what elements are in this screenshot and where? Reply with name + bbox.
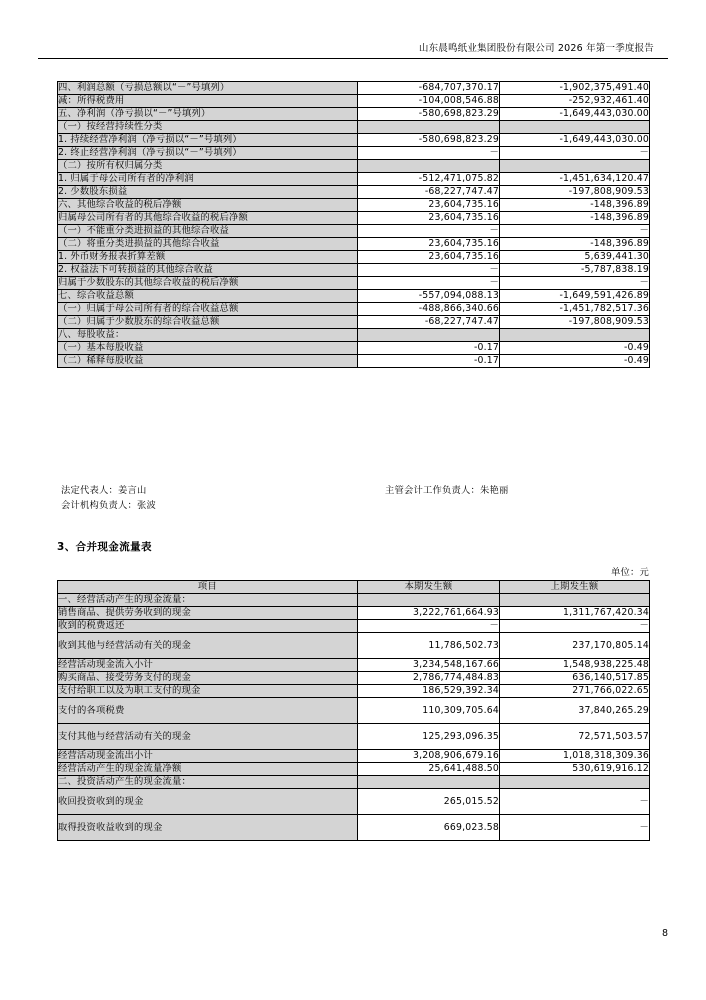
row-previous-period-value: -5,787,838.19 bbox=[500, 264, 650, 277]
row-label: （一）不能重分类进损益的其他综合收益 bbox=[58, 225, 358, 238]
row-current-period-value: 23,604,735.16 bbox=[358, 238, 500, 251]
row-label: 取得投资收益收到的现金 bbox=[58, 815, 358, 841]
signature-row-second bbox=[57, 498, 649, 513]
row-current-period-value bbox=[358, 776, 500, 789]
row-previous-period-value: -1,451,782,517.36 bbox=[500, 303, 650, 316]
signature-row-first bbox=[57, 483, 649, 498]
table-row bbox=[58, 329, 650, 342]
legal-representative-label: 法定代表人：姜言山 bbox=[61, 485, 147, 496]
row-current-period-value: － bbox=[358, 147, 500, 160]
row-previous-period-value: 1,548,938,225.48 bbox=[500, 659, 650, 672]
row-previous-period-value: -0.49 bbox=[500, 342, 650, 355]
header-title: 山东晨鸣纸业集团股份有限公司 2026 年第一季度报告 bbox=[418, 43, 654, 54]
row-label: 收回投资收到的现金 bbox=[58, 789, 358, 815]
table-row bbox=[58, 607, 650, 620]
table-row bbox=[58, 776, 650, 789]
table-row bbox=[58, 121, 650, 134]
row-label: （一）归属于母公司所有者的综合收益总额 bbox=[58, 303, 358, 316]
row-label: 收到的税费返还 bbox=[58, 620, 358, 633]
row-previous-period-value: 37,840,265.29 bbox=[500, 698, 650, 724]
row-previous-period-value: -1,902,375,491.40 bbox=[500, 82, 650, 95]
row-label: 收到其他与经营活动有关的现金 bbox=[58, 633, 358, 659]
table-row bbox=[58, 763, 650, 776]
row-label: 2. 少数股东损益 bbox=[58, 186, 358, 199]
table-row bbox=[58, 225, 650, 238]
table-row bbox=[58, 251, 650, 264]
table-row bbox=[58, 264, 650, 277]
row-current-period-value bbox=[358, 329, 500, 342]
table-row bbox=[58, 594, 650, 607]
row-previous-period-value bbox=[500, 160, 650, 173]
row-label: 八、每股收益： bbox=[58, 329, 358, 342]
signature-block bbox=[57, 483, 649, 513]
table-row bbox=[58, 238, 650, 251]
row-label: 五、净利润（净亏损以“－”号填列） bbox=[58, 108, 358, 121]
row-previous-period-value: 271,766,022.65 bbox=[500, 685, 650, 698]
row-current-period-value: 186,529,392.34 bbox=[358, 685, 500, 698]
row-current-period-value: － bbox=[358, 264, 500, 277]
row-label: 经营活动现金流出小计 bbox=[58, 750, 358, 763]
row-previous-period-value bbox=[500, 121, 650, 134]
table-row bbox=[58, 108, 650, 121]
row-current-period-value: -68,227,747.47 bbox=[358, 186, 500, 199]
row-label: 支付的各项税费 bbox=[58, 698, 358, 724]
row-previous-period-value: 530,619,916.12 bbox=[500, 763, 650, 776]
row-label: 支付其他与经营活动有关的现金 bbox=[58, 724, 358, 750]
income-statement-table-container bbox=[57, 81, 650, 368]
row-current-period-value bbox=[358, 594, 500, 607]
row-current-period-value: 110,309,705.64 bbox=[358, 698, 500, 724]
table-row bbox=[58, 698, 650, 724]
row-previous-period-value: -1,649,443,030.00 bbox=[500, 134, 650, 147]
row-label: 经营活动产生的现金流量净额 bbox=[58, 763, 358, 776]
unit-label: 单位：元 bbox=[611, 567, 649, 578]
row-label: 经营活动现金流入小计 bbox=[58, 659, 358, 672]
row-current-period-value: -684,707,370.17 bbox=[358, 82, 500, 95]
row-label: 一、经营活动产生的现金流量： bbox=[58, 594, 358, 607]
table-row bbox=[58, 160, 650, 173]
column-header: 项目 bbox=[58, 581, 358, 594]
row-current-period-value: － bbox=[358, 277, 500, 290]
row-current-period-value: 25,641,488.50 bbox=[358, 763, 500, 776]
row-previous-period-value: － bbox=[500, 815, 650, 841]
row-previous-period-value: 72,571,503.57 bbox=[500, 724, 650, 750]
row-previous-period-value: -148,396.89 bbox=[500, 199, 650, 212]
row-current-period-value: 3,208,906,679.16 bbox=[358, 750, 500, 763]
table-row bbox=[58, 815, 650, 841]
row-current-period-value bbox=[358, 160, 500, 173]
row-label: （二）稀释每股收益 bbox=[58, 355, 358, 368]
row-previous-period-value: － bbox=[500, 277, 650, 290]
row-current-period-value: 11,786,502.73 bbox=[358, 633, 500, 659]
row-current-period-value: -580,698,823.29 bbox=[358, 134, 500, 147]
row-previous-period-value bbox=[500, 776, 650, 789]
row-label: 归属母公司所有者的其他综合收益的税后净额 bbox=[58, 212, 358, 225]
row-label: 1. 持续经营净利润（净亏损以“－”号填列） bbox=[58, 134, 358, 147]
accounting-institution-head-label: 会计机构负责人：张波 bbox=[61, 500, 156, 511]
row-label: 七、综合收益总额 bbox=[58, 290, 358, 303]
table-row bbox=[58, 355, 650, 368]
row-label: 四、利润总额（亏损总额以“－”号填列） bbox=[58, 82, 358, 95]
row-previous-period-value: 237,170,805.14 bbox=[500, 633, 650, 659]
table-row bbox=[58, 342, 650, 355]
row-label: 归属于少数股东的其他综合收益的税后净额 bbox=[58, 277, 358, 290]
row-previous-period-value: 636,140,517.85 bbox=[500, 672, 650, 685]
row-current-period-value: － bbox=[358, 620, 500, 633]
row-current-period-value: 23,604,735.16 bbox=[358, 199, 500, 212]
table-row bbox=[58, 750, 650, 763]
row-label: （二）按所有权归属分类 bbox=[58, 160, 358, 173]
header-divider bbox=[38, 58, 668, 59]
row-current-period-value: 265,015.52 bbox=[358, 789, 500, 815]
table-row bbox=[58, 82, 650, 95]
row-previous-period-value: -148,396.89 bbox=[500, 212, 650, 225]
row-previous-period-value: － bbox=[500, 147, 650, 160]
row-current-period-value: -557,094,088.13 bbox=[358, 290, 500, 303]
row-current-period-value: － bbox=[358, 225, 500, 238]
cashflow-table-container bbox=[57, 580, 650, 841]
table-row bbox=[58, 659, 650, 672]
table-row bbox=[58, 303, 650, 316]
cashflow-table bbox=[57, 580, 650, 841]
table-row bbox=[58, 277, 650, 290]
table-header-row bbox=[58, 581, 650, 594]
row-current-period-value: 2,786,774,484.83 bbox=[358, 672, 500, 685]
row-previous-period-value bbox=[500, 329, 650, 342]
row-current-period-value: 669,023.58 bbox=[358, 815, 500, 841]
row-current-period-value: 3,234,548,167.66 bbox=[358, 659, 500, 672]
row-previous-period-value: 5,639,441.30 bbox=[500, 251, 650, 264]
table-row bbox=[58, 290, 650, 303]
page-number: 8 bbox=[661, 928, 668, 939]
row-label: 二、投资活动产生的现金流量： bbox=[58, 776, 358, 789]
row-label: （二）归属于少数股东的综合收益总额 bbox=[58, 316, 358, 329]
row-label: 六、其他综合收益的税后净额 bbox=[58, 199, 358, 212]
column-header: 上期发生额 bbox=[500, 581, 650, 594]
row-current-period-value: -580,698,823.29 bbox=[358, 108, 500, 121]
row-previous-period-value: -148,396.89 bbox=[500, 238, 650, 251]
row-previous-period-value: － bbox=[500, 789, 650, 815]
row-current-period-value: 3,222,761,664.93 bbox=[358, 607, 500, 620]
table-row bbox=[58, 633, 650, 659]
table-row bbox=[58, 147, 650, 160]
table-row bbox=[58, 316, 650, 329]
table-row bbox=[58, 186, 650, 199]
table-row bbox=[58, 685, 650, 698]
table-row bbox=[58, 620, 650, 633]
row-current-period-value: -104,008,546.88 bbox=[358, 95, 500, 108]
row-label: （一）基本每股收益 bbox=[58, 342, 358, 355]
table-row bbox=[58, 199, 650, 212]
row-label: 2. 权益法下可转损益的其他综合收益 bbox=[58, 264, 358, 277]
row-previous-period-value: -197,808,909.53 bbox=[500, 186, 650, 199]
row-label: 减：所得税费用 bbox=[58, 95, 358, 108]
row-current-period-value: -488,866,340.66 bbox=[358, 303, 500, 316]
row-label: 支付给职工以及为职工支付的现金 bbox=[58, 685, 358, 698]
income-statement-table bbox=[57, 81, 650, 368]
row-current-period-value bbox=[358, 121, 500, 134]
row-current-period-value: -512,471,075.82 bbox=[358, 173, 500, 186]
table-row bbox=[58, 724, 650, 750]
section-heading-cashflow: 3、合并现金流量表 bbox=[57, 541, 152, 553]
row-previous-period-value: -0.49 bbox=[500, 355, 650, 368]
row-previous-period-value: -197,808,909.53 bbox=[500, 316, 650, 329]
row-previous-period-value: -1,451,634,120.47 bbox=[500, 173, 650, 186]
row-label: （二）将重分类进损益的其他综合收益 bbox=[58, 238, 358, 251]
table-row bbox=[58, 212, 650, 225]
table-row bbox=[58, 134, 650, 147]
row-previous-period-value: 1,311,767,420.34 bbox=[500, 607, 650, 620]
accounting-officer-label: 主管会计工作负责人：朱艳丽 bbox=[385, 485, 509, 496]
row-current-period-value: 23,604,735.16 bbox=[358, 251, 500, 264]
row-previous-period-value bbox=[500, 594, 650, 607]
row-label: 2. 终止经营净利润（净亏损以“－”号填列） bbox=[58, 147, 358, 160]
row-previous-period-value: -1,649,591,426.89 bbox=[500, 290, 650, 303]
row-previous-period-value: -252,932,461.40 bbox=[500, 95, 650, 108]
row-label: 销售商品、提供劳务收到的现金 bbox=[58, 607, 358, 620]
row-previous-period-value: － bbox=[500, 620, 650, 633]
row-label: 1. 归属于母公司所有者的净利润 bbox=[58, 173, 358, 186]
row-label: 购买商品、接受劳务支付的现金 bbox=[58, 672, 358, 685]
row-current-period-value: -0.17 bbox=[358, 355, 500, 368]
row-previous-period-value: － bbox=[500, 225, 650, 238]
row-previous-period-value: -1,649,443,030.00 bbox=[500, 108, 650, 121]
row-label: （一）按经营持续性分类 bbox=[58, 121, 358, 134]
table-row bbox=[58, 95, 650, 108]
page-header bbox=[38, 42, 668, 59]
table-row bbox=[58, 789, 650, 815]
row-current-period-value: -68,227,747.47 bbox=[358, 316, 500, 329]
column-header: 本期发生额 bbox=[358, 581, 500, 594]
table-row bbox=[58, 672, 650, 685]
row-previous-period-value: 1,018,318,309.36 bbox=[500, 750, 650, 763]
table-row bbox=[58, 173, 650, 186]
row-label: 1. 外币财务报表折算差额 bbox=[58, 251, 358, 264]
row-current-period-value: 23,604,735.16 bbox=[358, 212, 500, 225]
row-current-period-value: 125,293,096.35 bbox=[358, 724, 500, 750]
row-current-period-value: -0.17 bbox=[358, 342, 500, 355]
